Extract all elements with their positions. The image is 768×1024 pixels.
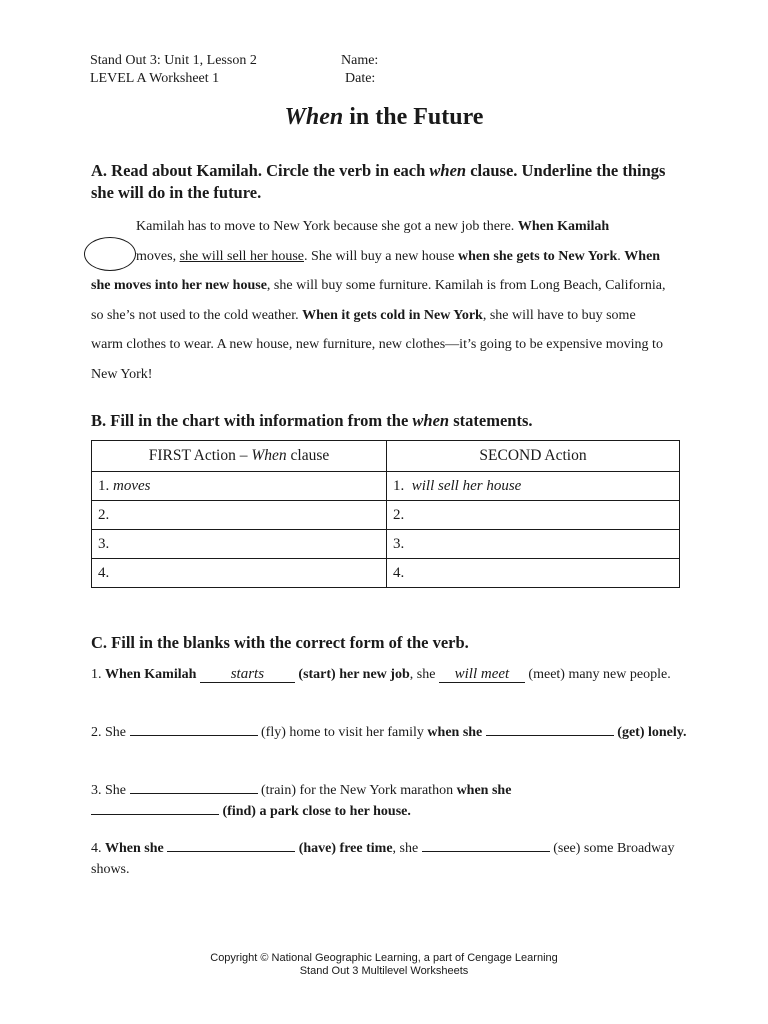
course-label: Stand Out 3: Unit 1, Lesson 2 bbox=[90, 53, 257, 68]
table-cell[interactable] bbox=[92, 530, 387, 559]
table-cell[interactable] bbox=[92, 472, 387, 501]
question-text: 2. She bbox=[91, 725, 130, 740]
col-second-action: SECOND Action bbox=[387, 441, 680, 472]
copyright-line: Copyright © National Geographic Learning, a part of Cengage Learning bbox=[210, 952, 558, 964]
title-rest: in the Future bbox=[343, 104, 484, 130]
row-number: 3. bbox=[393, 535, 405, 552]
table-cell[interactable] bbox=[92, 501, 387, 530]
reading-passage bbox=[91, 212, 671, 389]
table-row bbox=[92, 472, 680, 501]
name-label: Name: bbox=[341, 53, 379, 68]
question-bold: When Kamilah bbox=[105, 667, 200, 682]
question-text: (train) for the New York marathon bbox=[257, 783, 457, 798]
date-label: Date: bbox=[345, 71, 376, 86]
title-italic: When bbox=[284, 104, 344, 130]
section-a-heading bbox=[91, 160, 681, 204]
table-cell[interactable] bbox=[92, 559, 387, 588]
row-number: 4. bbox=[393, 564, 405, 581]
section-a-heading-text-2: clause. Underline the things she will do in the future. bbox=[91, 161, 666, 202]
question-bold: (start) her new job bbox=[294, 667, 410, 682]
row-number: 1. bbox=[393, 477, 405, 494]
underlined-phrase: she will sell her house bbox=[179, 248, 304, 264]
col-first-action bbox=[92, 441, 387, 472]
level-label: LEVEL A Worksheet 1 bbox=[90, 71, 220, 86]
section-b-heading-text: B. Fill in the chart with information from the bbox=[91, 411, 413, 430]
passage-bold: When she moves into her new house bbox=[91, 248, 661, 293]
table-cell[interactable] bbox=[387, 559, 680, 588]
table-cell[interactable] bbox=[387, 530, 680, 559]
row-number: 3. bbox=[98, 535, 110, 552]
question-bold: (have) free time bbox=[295, 841, 393, 856]
passage-text: . bbox=[617, 248, 625, 264]
page-title bbox=[0, 104, 768, 131]
question-text: (meet) many new people. bbox=[524, 667, 671, 682]
question-text: 4. bbox=[91, 841, 105, 856]
answer-blank[interactable] bbox=[486, 735, 614, 736]
when-chart bbox=[91, 440, 680, 588]
question-1 bbox=[91, 664, 691, 685]
answer-blank[interactable] bbox=[167, 851, 295, 852]
answer-text: will sell her house bbox=[411, 477, 522, 494]
question-4 bbox=[91, 838, 691, 880]
col-first-action-label: FIRST Action – bbox=[148, 447, 252, 464]
answer-blank[interactable] bbox=[91, 814, 219, 815]
answer-blank[interactable] bbox=[422, 851, 550, 852]
row-number: 4. bbox=[98, 564, 110, 581]
copyright-footer bbox=[0, 952, 768, 978]
series-line: Stand Out 3 Multilevel Worksheets bbox=[299, 965, 469, 977]
question-bold: (get) lonely. bbox=[613, 725, 687, 740]
row-number: 1. bbox=[98, 477, 110, 494]
question-text: , she bbox=[392, 841, 422, 856]
circled-verb: moves bbox=[91, 242, 173, 272]
question-text: 3. She bbox=[91, 783, 130, 798]
table-cell[interactable] bbox=[387, 501, 680, 530]
answer-text: moves bbox=[113, 477, 151, 494]
passage-bold: When it gets cold in New York bbox=[302, 307, 483, 323]
row-number: 2. bbox=[393, 506, 405, 523]
question-2 bbox=[91, 722, 691, 743]
passage-text: Kamilah has to move to New York because she got a new job there. bbox=[136, 219, 518, 234]
worksheet-info bbox=[90, 52, 257, 88]
col-first-action-italic: When bbox=[251, 447, 287, 464]
passage-text: . She will buy a new house bbox=[303, 248, 458, 264]
student-fields bbox=[341, 52, 378, 88]
section-a-heading-text: A. Read about Kamilah. Circle the verb in each bbox=[91, 161, 430, 180]
question-bold: When she bbox=[105, 841, 168, 856]
answer-blank[interactable] bbox=[130, 793, 258, 794]
section-b-heading-italic: when bbox=[412, 411, 450, 430]
col-first-action-label-2: clause bbox=[286, 447, 330, 464]
section-a-heading-italic: when bbox=[429, 161, 467, 180]
question-bold: when she bbox=[427, 725, 486, 740]
question-bold: (find) a park close to her house. bbox=[219, 804, 411, 819]
row-number: 2. bbox=[98, 506, 110, 523]
question-bold: when she bbox=[456, 783, 512, 798]
section-b-heading-text-2: statements. bbox=[449, 411, 533, 430]
question-text: (see) some Broadway shows. bbox=[91, 841, 675, 877]
passage-bold: when she gets to New York bbox=[457, 248, 618, 264]
table-cell[interactable] bbox=[387, 472, 680, 501]
section-b-heading bbox=[91, 410, 533, 432]
passage-text: , she will have to buy some warm clothes to wear. A new house, new furniture, new clothes—it’s going to be expensive moving to New York! bbox=[91, 307, 663, 382]
section-c-heading: C. Fill in the blanks with the correct form of the verb. bbox=[91, 633, 469, 652]
passage-bold: When Kamilah bbox=[517, 219, 610, 234]
question-text: , she bbox=[409, 667, 439, 682]
answer-blank[interactable]: will meet bbox=[439, 666, 525, 683]
table-row bbox=[92, 501, 680, 530]
question-text: 1. bbox=[91, 667, 105, 682]
answer-blank[interactable] bbox=[130, 735, 258, 736]
passage-text: , bbox=[172, 248, 180, 264]
question-text: (fly) home to visit her family bbox=[257, 725, 428, 740]
question-3 bbox=[91, 780, 691, 822]
passage-text: , she will buy some furniture. Kamilah is from Long Beach, California, so she’s not used to the cold weather. bbox=[91, 278, 666, 323]
table-row bbox=[92, 559, 680, 588]
table-row bbox=[92, 530, 680, 559]
chart-header-row bbox=[92, 441, 680, 472]
answer-blank[interactable]: starts bbox=[200, 666, 295, 683]
